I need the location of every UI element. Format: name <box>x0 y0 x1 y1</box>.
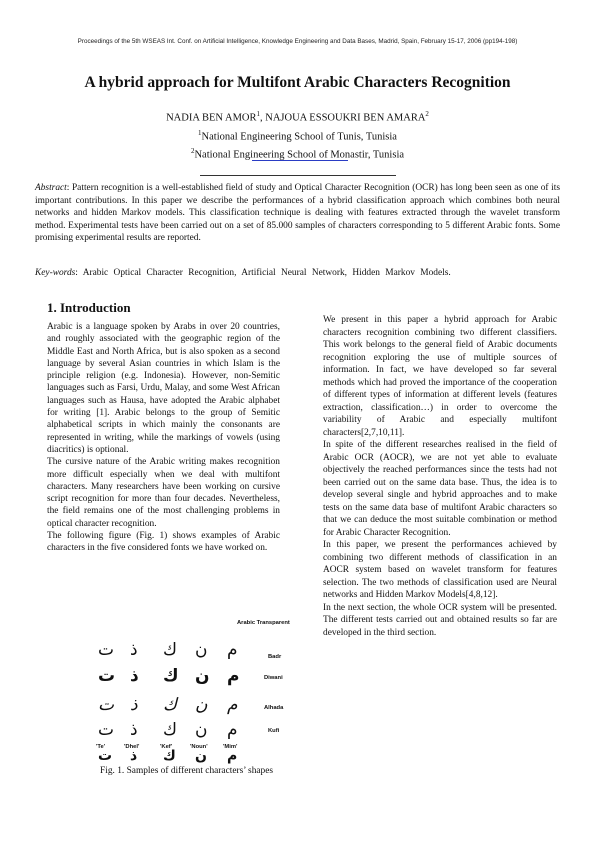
affiliation-1-mark: 1 <box>198 128 202 137</box>
affiliation-2-mark: 2 <box>190 147 195 155</box>
author-block <box>0 107 595 163</box>
letter-label-kef: 'Kef' <box>160 744 173 750</box>
glyph-te-arabic-transparent: ت <box>98 640 115 660</box>
keywords <box>35 268 560 278</box>
abstract-label: Abstract <box>35 183 67 193</box>
glyph-mim-diwani: م <box>227 695 238 715</box>
glyph-mim-arabic-transparent: م <box>227 640 238 660</box>
intro-paragraph-1: Arabic is a language spoken by Arabs in over 20 countries, and roughly associated with the geographic region of the Middle East and North Africa, but is also spoken as a second language by several Asian countries in which Islam is the principle religion (e.g. Indonesia). However, non-Semitic languages such as Farsi, Urdu, Malay, and some West African languages such as Hausa, have adopted the Arabic alphabet for writing [1]. Arabic belongs to the group of Semitic alphabetical scripts in which mainly the consonants are represented in writing, while the markings of vowels (using diacritics) is optional. <box>47 322 280 455</box>
glyph-noun-alhada: ن <box>195 720 208 740</box>
glyph-kef-alhada: ك <box>163 720 178 740</box>
proceedings-header: Proceedings of the 5th WSEAS Int. Conf. on Artificial Intelligence, Knowledge Engineering and Data Bases, Madrid, Spain, February 15-17, 2006 (pp194-198) <box>77 38 518 45</box>
keywords-text: : Arabic Optical Character Recognition, Artificial Neural Network, Hidden Markov Models. <box>75 268 451 278</box>
paper-title: A hybrid approach for Multifont Arabic Characters Recognition <box>84 74 511 91</box>
glyph-mim-alhada: م <box>227 720 238 740</box>
font-label-alhada: Alhada <box>264 705 284 711</box>
author-2-affil-mark: 2 <box>425 110 429 118</box>
intro-paragraph-5: In spite of the different researches realised in the field of Arabic OCR (AOCR), we are not yet able to evaluate objectively the reached performances since the tests had not been carried out on the same data base. Thus, the idea is to develop several single and hybrid approaches and to make tests on the same data base of multifont Arabic characters so that we can deduce the most suitable combination or method for Arabic Character Recognition. <box>323 440 557 538</box>
author-1-affil-mark: 1 <box>256 110 261 118</box>
glyph-kef-badr: ك <box>163 666 179 686</box>
letter-label-dhel: 'Dhel' <box>124 744 140 750</box>
glyph-dhel-badr: ذ <box>130 666 139 686</box>
letter-label-mim: 'Mim' <box>223 744 238 750</box>
font-label-badr: Badr <box>268 654 282 660</box>
intro-paragraph-6: In this paper, we present the performances achieved by combining two different methods of classification in an AOCR system based on wavelet transform for features selection. The two methods of classification used are Neural networks and Hidden Markov Models[4,8,12]. <box>323 540 557 600</box>
intro-paragraph-3: The following figure (Fig. 1) shows examples of Arabic characters in the five considered fonts we have worked on. <box>47 531 280 554</box>
glyph-te-badr: ت <box>98 666 116 686</box>
intro-paragraph-4: We present in this paper a hybrid approach for Arabic characters recognition combining two different classifiers. This work belongs to the general field of Arabic documents recognition exploring the use of multiple sources of information. In fact, we have developed so far several methods which had proved the importance of the cooperation of different types of information at different levels (features extraction, classification…) in order to overcome the variability of Arabic and especially multifont characters[2,7,10,11]. <box>323 315 557 438</box>
left-column <box>47 321 280 555</box>
glyph-dhel-alhada: ذ <box>130 720 138 740</box>
abstract-text: : Pattern recognition is a well-established field of study and Optical Character Recognition (OCR) has long been seen as one of its important contributions. In this paper we describe the performances of a hybrid classification approach which combines both neural networks and hidden Markov models. This classification technique is dealing with features extracted through the wavelet transform method. Experimental tests have been carried out on a set of 85.000 samples of characters corresponding to 5 different Arabic fonts. Some promising experimental results are reported. <box>35 183 560 243</box>
letter-label-te: 'Te' <box>96 744 106 750</box>
figure-1-caption: Fig. 1. Samples of different characters’ shapes <box>100 766 274 776</box>
right-column <box>323 314 557 639</box>
author-2: NAJOUA ESSOUKRI BEN AMARA <box>265 112 426 124</box>
glyph-noun-diwani: ن <box>195 695 208 715</box>
font-label-arabic-transparent: Arabic Transparent <box>237 620 290 626</box>
author-names <box>0 107 595 126</box>
abstract <box>35 182 560 245</box>
keywords-label: Key-words <box>35 268 76 278</box>
font-label-diwani: Diwani <box>264 675 283 681</box>
font-label-kufi: Kufi <box>268 728 280 734</box>
author-separator: , <box>260 112 266 124</box>
author-1: NADIA BEN AMOR <box>166 112 257 124</box>
intro-paragraph-7: In the next section, the whole OCR system will be presented. The different tests carried out and obtained results so far are developed in the third section. <box>323 602 557 638</box>
glyph-kef-kufi: ك <box>163 748 176 764</box>
glyph-noun-arabic-transparent: ن <box>195 640 208 660</box>
glyph-kef-arabic-transparent: ك <box>163 640 178 660</box>
glyph-mim-badr: م <box>227 666 240 686</box>
affiliation-1 <box>0 126 595 145</box>
glyph-te-alhada: ت <box>98 720 115 740</box>
glyph-dhel-diwani: ذ <box>130 695 138 715</box>
section-heading-introduction: 1. Introduction <box>47 300 131 315</box>
glyph-dhel-arabic-transparent: ذ <box>130 640 138 660</box>
intro-paragraph-2: The cursive nature of the Arabic writing makes recognition more difficult especially when we deal with multifont characters. Many researchers have been working on cursive script recognition for more than four decades. Nevertheless, the field remains one of the most challenging problems in optical character recognition. <box>47 457 280 529</box>
letter-label-noun: 'Noun' <box>190 744 208 750</box>
glyph-kef-diwani: ك <box>163 695 178 715</box>
affiliation-1-text: National Engineering School of Tunis, Tunisia <box>201 131 397 142</box>
affiliation-2-text: National Engineering School of Monastir, Tunisia <box>194 149 405 161</box>
glyph-te-kufi: ت <box>98 748 113 764</box>
glyph-te-diwani: ت <box>98 695 115 715</box>
header-divider <box>200 175 396 176</box>
email-underline <box>252 160 348 161</box>
glyph-dhel-kufi: ذ <box>130 748 138 764</box>
glyph-noun-kufi: ن <box>195 748 207 764</box>
glyph-mim-kufi: م <box>227 748 238 764</box>
glyph-noun-badr: ن <box>195 666 210 686</box>
